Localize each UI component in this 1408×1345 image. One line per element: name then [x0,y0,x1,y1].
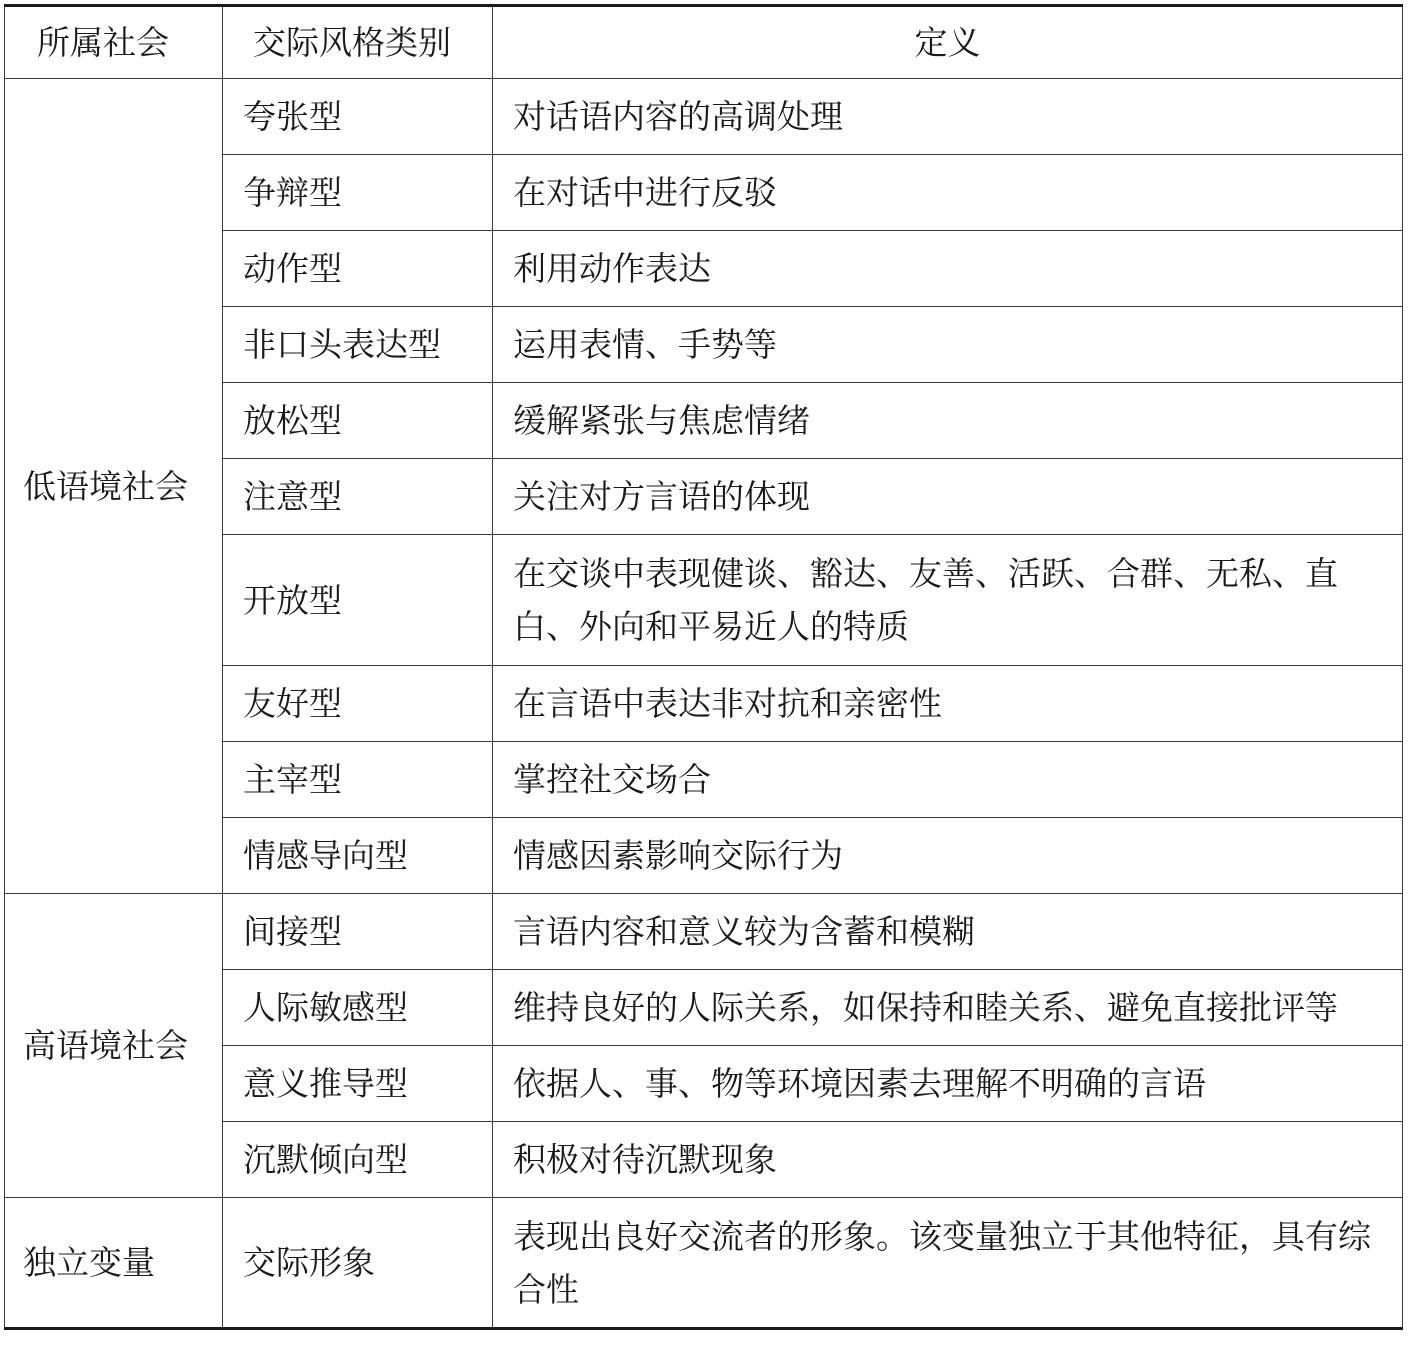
table-header [5,6,1403,79]
group-cell-high-context: 高语境社会 [5,894,223,1198]
definition-cell: 维持良好的人际关系，如保持和睦关系、避免直接批评等 [493,970,1403,1046]
style-cell: 夸张型 [223,79,493,155]
style-cell: 人际敏感型 [223,970,493,1046]
style-cell: 争辩型 [223,155,493,231]
style-cell: 开放型 [223,535,493,666]
style-cell: 放松型 [223,383,493,459]
definition-cell: 利用动作表达 [493,231,1403,307]
style-cell: 主宰型 [223,742,493,818]
definition-cell: 情感因素影响交际行为 [493,818,1403,894]
definition-cell: 掌控社交场合 [493,742,1403,818]
style-cell: 沉默倾向型 [223,1122,493,1198]
definition-cell: 关注对方言语的体现 [493,459,1403,535]
group-cell-low-context: 低语境社会 [5,79,223,894]
definition-cell: 缓解紧张与焦虑情绪 [493,383,1403,459]
style-cell: 注意型 [223,459,493,535]
definition-cell: 积极对待沉默现象 [493,1122,1403,1198]
header-society: 所属社会 [5,6,223,79]
definition-cell: 言语内容和意义较为含蓄和模糊 [493,894,1403,970]
table-row [5,1198,1403,1329]
group-cell-independent-variable: 独立变量 [5,1198,223,1329]
header-definition: 定义 [493,6,1403,79]
definition-cell: 依据人、事、物等环境因素去理解不明确的言语 [493,1046,1403,1122]
table-row [5,79,1403,155]
definition-cell: 在言语中表达非对抗和亲密性 [493,666,1403,742]
communication-style-table-container [4,4,1402,1330]
style-cell: 友好型 [223,666,493,742]
table-body [5,79,1403,1329]
header-style: 交际风格类别 [223,6,493,79]
header-row [5,6,1403,79]
definition-cell: 运用表情、手势等 [493,307,1403,383]
definition-cell: 在交谈中表现健谈、豁达、友善、活跃、合群、无私、直白、外向和平易近人的特质 [493,535,1403,666]
definition-cell: 在对话中进行反驳 [493,155,1403,231]
communication-style-table [4,4,1403,1330]
table-row [5,894,1403,970]
style-cell: 意义推导型 [223,1046,493,1122]
style-cell: 交际形象 [223,1198,493,1329]
style-cell: 间接型 [223,894,493,970]
definition-cell: 表现出良好交流者的形象。该变量独立于其他特征，具有综合性 [493,1198,1403,1329]
style-cell: 情感导向型 [223,818,493,894]
style-cell: 动作型 [223,231,493,307]
style-cell: 非口头表达型 [223,307,493,383]
definition-cell: 对话语内容的高调处理 [493,79,1403,155]
